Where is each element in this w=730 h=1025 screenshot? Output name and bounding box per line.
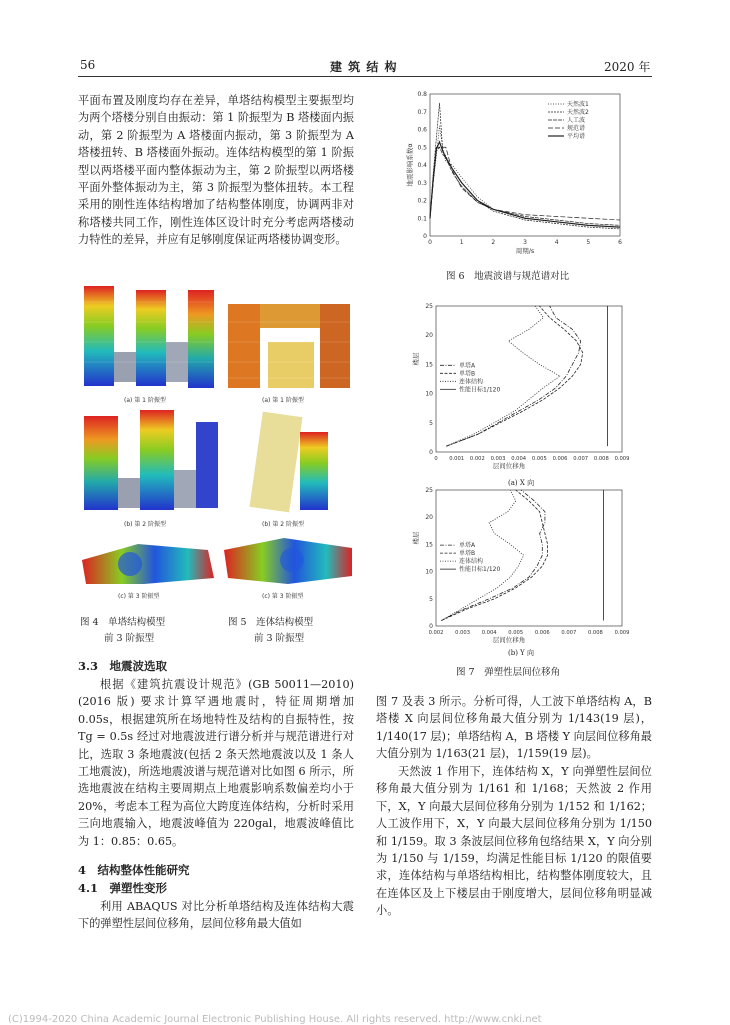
fig7b-y-tick-label: 5 — [429, 595, 433, 603]
fig7b-y-tick-label: 10 — [425, 568, 433, 576]
fig6-y-tick-label: 0.3 — [417, 179, 427, 187]
fig7b-legend-label: 单塔B — [459, 550, 476, 558]
fig6-legend-label: 天然波1 — [567, 101, 589, 108]
fig7b-y-tick-label: 25 — [425, 487, 433, 494]
fig7b-series-line — [441, 490, 545, 621]
fig7b-chart-svg — [390, 484, 640, 654]
fig6-x-tick-label: 3 — [523, 239, 527, 246]
fig6-y-tick-label: 0 — [423, 233, 427, 240]
fig7a-x-tick-label: 0.005 — [531, 456, 547, 462]
fig7b-series-line — [441, 490, 547, 621]
fig7b-y-axis-label: 楼层 — [412, 531, 420, 545]
fig7b-x-tick-label: 0.007 — [561, 630, 577, 636]
fig6-y-tick-label: 0.5 — [417, 144, 427, 152]
fig6-y-tick-label: 0.1 — [417, 215, 427, 223]
fig6-x-tick-label: 4 — [554, 239, 559, 246]
fig6-legend-label: 平均谱 — [567, 133, 586, 140]
journal-year: 2020 年 — [604, 60, 651, 74]
fig7b-x-tick-label: 0.009 — [614, 630, 630, 636]
fig7b-series-line — [441, 490, 523, 621]
fig7b-y-tick-label: 20 — [425, 514, 433, 522]
section-4-1-heading: 4.1 弹塑性变形 — [78, 881, 168, 895]
fig5b-mode-shape — [250, 412, 328, 513]
fig6-chart-svg — [390, 86, 640, 266]
fig5b-label: (b) 第 2 阶振型 — [262, 521, 305, 528]
fig7a-legend-label: 单塔A — [459, 362, 476, 370]
fig6-y-tick-label: 0.6 — [417, 126, 427, 134]
fig7b-y-tick-label: 0 — [429, 623, 433, 630]
fig4b-label: (b) 第 2 阶振型 — [124, 521, 167, 528]
fig5c-label: (c) 第 3 阶振型 — [262, 593, 304, 600]
fig5-caption-line2: 前 3 阶振型 — [254, 633, 305, 644]
fig7a-x-tick-label: 0 — [434, 456, 438, 462]
fig7b-x-tick-label: 0.005 — [508, 630, 524, 636]
fig7a-x-tick-label: 0.008 — [593, 456, 609, 462]
fig7b-x-tick-label: 0.003 — [455, 630, 471, 636]
fig7b-legend-label: 连体结构 — [459, 558, 484, 566]
copyright-footer: (C)1994-2020 China Academic Journal Electronic Publishing House. All rights reserved. http://www.cnki.net — [8, 1014, 542, 1025]
section-4-1-paragraph: 利用 ABAQUS 对比分析单塔结构及连体结构大震下的弹塑性层间位移角，层间位移角最大值如 — [78, 900, 354, 931]
fig5-caption: 图 5 连体结构模型 — [228, 617, 314, 628]
section-4-heading: 4 结构整体性能研究 — [78, 863, 190, 877]
fig5a-label: (a) 第 1 阶振型 — [262, 397, 304, 404]
fig6-y-tick-label: 0.7 — [417, 108, 427, 116]
fig7b-x-tick-label: 0.006 — [534, 630, 550, 636]
fig6-legend-label: 人工波 — [567, 117, 586, 124]
fig6-x-axis-label: 周期/s — [515, 247, 535, 255]
fig7b-x-axis-label: 层间位移角 — [492, 636, 526, 644]
fig4-caption-line2: 前 3 阶振型 — [104, 633, 155, 644]
mode-shapes-svg — [78, 282, 358, 602]
fig7a-legend-label: 性能目标1/120 — [459, 386, 501, 394]
right-paragraph-2: 天然波 1 作用下，连体结构 X，Y 向弹塑性层间位移角最大值分别为 1/161 和 1/168；天然波 2 作用下，X，Y 向最大层间位移角分别为 1/152 和 1/162；人工波作用下，X，Y 向最大层间位移角分别为 1/150 和 1/159。取 3 条波层间位移角包络结果 X，Y 向分别为 1/150 与 1/159，均满足性能目标 1/120 的限值要求，连体结构与单塔结构相比，结构整体刚度较大，且在连体区及上下楼层由于刚度增大，层间位移角明显减小。 — [376, 765, 652, 918]
fig7a-x-tick-label: 0.002 — [469, 456, 485, 462]
intro-paragraph: 平面布置及刚度均存在差异，单塔结构模型主要振型均为两个塔楼分别自由振动：第 1 阶振型为 B 塔楼面内振动，第 2 阶振型为 A 塔楼面内振动，第 3 阶振型为 A 塔楼扭转、B 塔楼面外振动。连体结构模型的第 1 阶振型以两塔楼平面内整体振动为主，第 2 阶振型以两塔楼平面外整体振动为主，第 3 阶振型为整体扭转。本工程采用的刚性连体结构增加了结构整体刚度，协调两非对称塔楼共同工作，刚性连体区设计时充分考虑两塔楼动力特性的差异，并应有足够刚度保证两塔楼协调变形。 — [78, 94, 354, 247]
fig7a-y-tick-label: 25 — [425, 303, 433, 310]
fig7a-y-tick-label: 0 — [429, 449, 433, 456]
fig4a-mode-shape — [84, 286, 214, 388]
fig7a-x-tick-label: 0.004 — [511, 456, 527, 462]
fig6-x-tick-label: 2 — [491, 239, 496, 246]
fig7a-chart-svg — [390, 300, 640, 476]
fig7a-x-axis-label: 层间位移角 — [492, 462, 526, 470]
fig4c-mode-shape — [82, 544, 214, 584]
fig6-x-tick-label: 6 — [618, 239, 622, 246]
fig7b-chart — [390, 484, 640, 654]
fig6-series-line — [430, 103, 620, 229]
fig6-caption: 图 6 地震波谱与规范谱对比 — [446, 271, 570, 282]
fig7a-x-tick-label: 0.007 — [573, 456, 589, 462]
fig6-legend-label: 天然波2 — [567, 109, 589, 116]
fig6-series-line — [430, 147, 620, 220]
fig7a-x-tick-label: 0.006 — [552, 456, 568, 462]
fig6-series-line — [430, 142, 620, 227]
header-rule — [78, 76, 652, 77]
fig7a-legend-label: 连体结构 — [459, 378, 484, 386]
fig7a-chart — [390, 300, 640, 476]
section-3-3-heading: 3.3 地震波选取 — [78, 659, 168, 673]
fig7b-x-tick-label: 0.004 — [481, 630, 497, 636]
fig4-caption: 图 4 单塔结构模型 — [80, 617, 166, 628]
fig7b-sublabel: (b) Y 向 — [508, 649, 535, 657]
fig6-x-tick-label: 0 — [428, 239, 432, 246]
fig6-y-tick-label: 0.8 — [417, 91, 427, 98]
fig6-x-tick-label: 5 — [586, 239, 591, 246]
journal-title: 建 筑 结 构 — [330, 60, 398, 74]
fig7b-legend-label: 性能目标1/120 — [459, 566, 501, 574]
fig4a-label: (a) 第 1 阶振型 — [124, 397, 166, 404]
fig7b-y-tick-label: 15 — [425, 541, 433, 549]
fig6-y-tick-label: 0.4 — [417, 162, 427, 169]
fig6-x-tick-label: 1 — [459, 239, 464, 246]
fig7a-y-tick-label: 10 — [425, 390, 433, 398]
fig7-caption: 图 7 弹塑性层间位移角 — [456, 667, 561, 678]
fig7b-x-tick-label: 0.002 — [428, 630, 444, 636]
right-paragraph-1: 图 7 及表 3 所示。分析可得，人工波下单塔结构 A，B 塔楼 X 向层间位移角最大值分别为 1/143(19 层)，1/140(17 层)；单塔结构 A，B 塔楼 Y 向层间位移角最大值分别为 1/163(21 层)，1/159(19 层)。 — [376, 695, 652, 761]
fig7a-x-tick-label: 0.009 — [614, 456, 630, 462]
fig5a-mode-shape — [228, 304, 350, 388]
fig7b-x-tick-label: 0.008 — [587, 630, 603, 636]
section-3-3-paragraph: 根据《建筑抗震设计规范》(GB 50011—2010)(2016 版) 要求计算罕遇地震时，特征周期增加 0.05s，根据建筑所在场地特性及结构的自振特性，按 Tg = 0.5s 经过对地震波进行谱分析并与规范谱进行对比，选取 3 条地震波(包括 2 条天然地震波以及 1 条人工地震波)，所选地震波谱与规范谱对比如图 6 所示，所选地震波在结构主要周期点上地震影响系数偏差均小于 20%，考虑本工程为高位大跨度连体结构，分析时采用三向地震输入，地震波峰值为 220gal，地震波峰值比为 1：0.85：0.65。 — [78, 678, 354, 848]
fig6-series-line — [430, 126, 620, 227]
fig6-legend-label: 规范谱 — [567, 125, 586, 132]
fig7a-y-tick-label: 20 — [425, 332, 433, 340]
fig6-y-axis-label: 地震影响系数α — [406, 143, 414, 187]
fig7a-legend-label: 单塔B — [459, 370, 476, 378]
fig7a-y-tick-label: 5 — [429, 419, 433, 427]
fig7b-legend-label: 单塔A — [459, 542, 476, 550]
fig7a-sublabel: (a) X 向 — [508, 479, 535, 487]
fig7a-x-tick-label: 0.003 — [490, 456, 506, 462]
fig6-chart — [390, 86, 640, 266]
mode-shape-figures — [78, 282, 358, 602]
fig7a-y-axis-label: 楼层 — [412, 352, 420, 366]
fig7a-x-tick-label: 0.001 — [449, 456, 465, 462]
fig4c-label: (c) 第 3 阶振型 — [118, 593, 160, 600]
fig6-plot-frame — [430, 94, 620, 236]
fig4b-mode-shape — [84, 410, 218, 510]
fig5c-mode-shape — [224, 538, 352, 584]
page-number: 56 — [80, 58, 96, 72]
fig6-y-tick-label: 0.2 — [417, 197, 427, 205]
fig6-series-line — [430, 147, 620, 225]
fig7a-y-tick-label: 15 — [425, 361, 433, 369]
